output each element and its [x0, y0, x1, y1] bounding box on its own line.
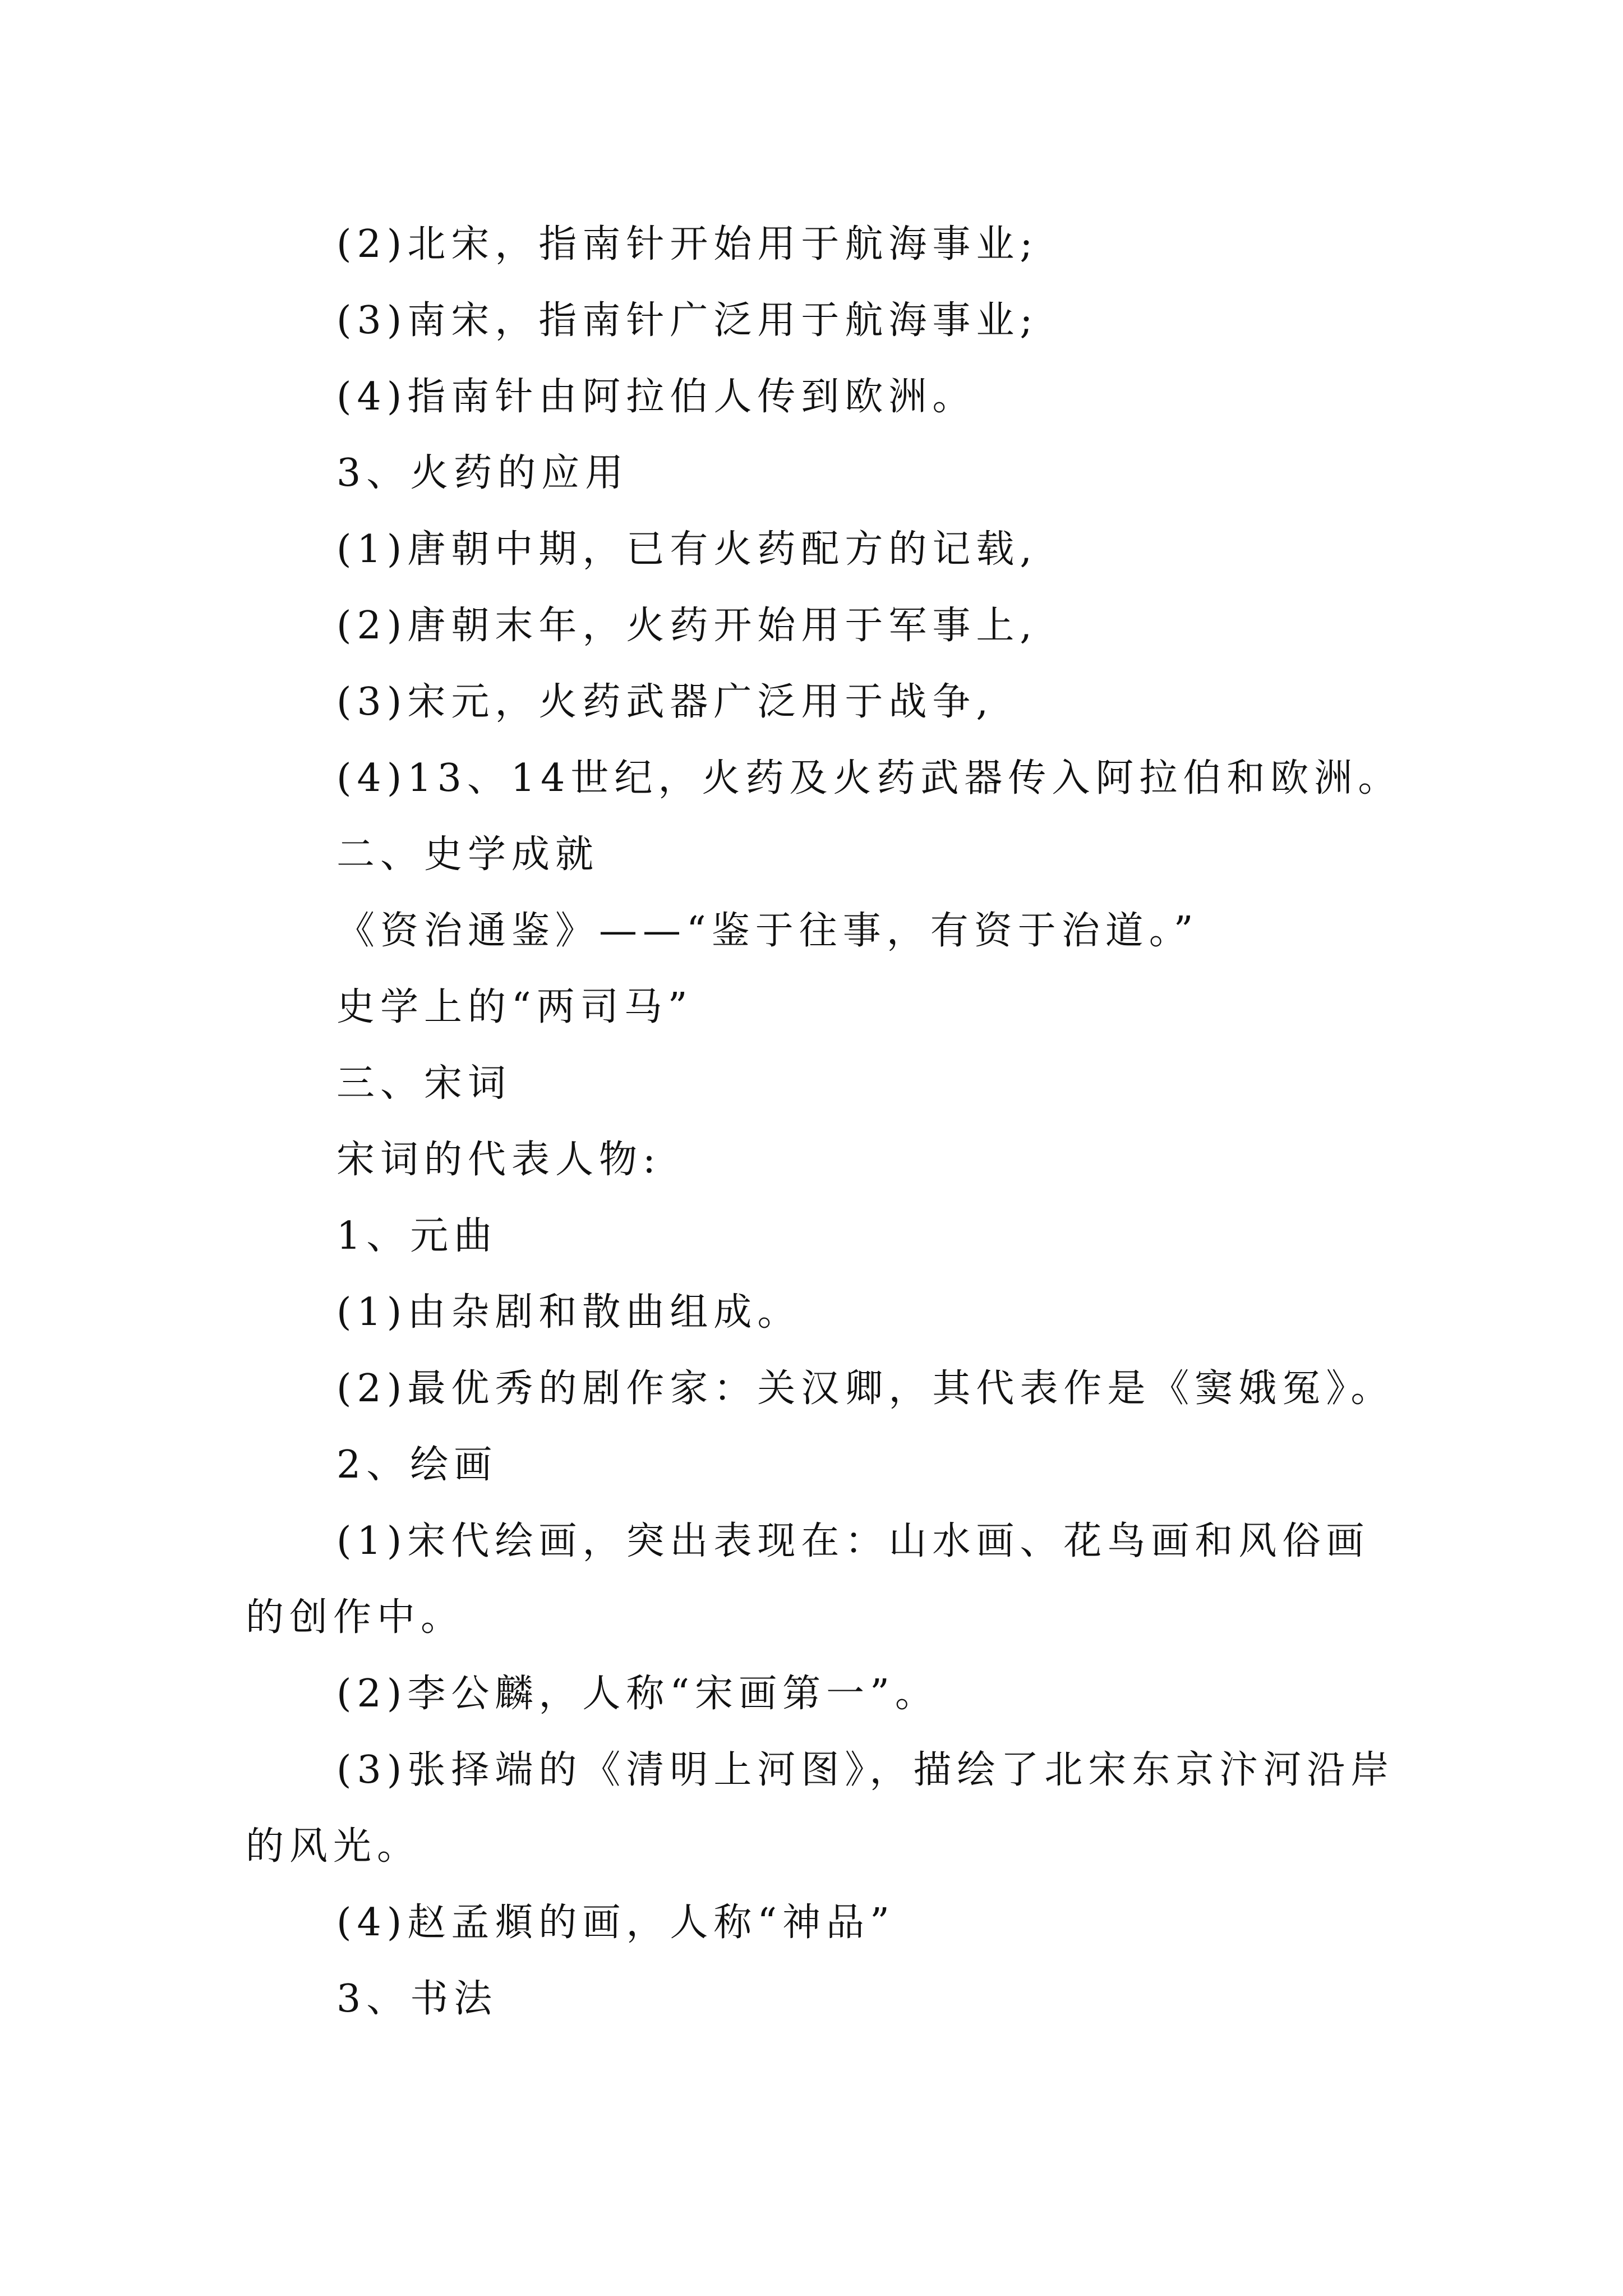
text-line: (4)赵孟頫的画，人称“神品” [336, 1901, 895, 1945]
section-heading: 3、火药的应用 [336, 451, 629, 495]
text-line: (2)唐朝末年，火药开始用于军事上, [336, 604, 1038, 648]
text-line: (2)李公麟，人称“宋画第一”。 [336, 1672, 939, 1716]
text-line: (3)张择端的《清明上河图》，描绘了北宋东京汴河沿岸 [336, 1748, 1395, 1792]
text-line: (4)指南针由阿拉伯人传到欧洲。 [336, 375, 976, 419]
text-line: (1)宋代绘画，突出表现在：山水画、花鸟画和风俗画 [336, 1519, 1370, 1563]
section-heading: 3、书法 [336, 1977, 498, 2021]
text-line: (2)北宋，指南针开始用于航海事业; [336, 222, 1039, 266]
section-heading: 三、宋词 [336, 1061, 512, 1106]
text-line: (4)13、14世纪，火药及火药武器传入阿拉伯和欧洲。 [336, 756, 1402, 800]
text-line: 的创作中。 [246, 1595, 465, 1640]
text-line: (2)最优秀的剧作家：关汉卿，其代表作是《窦娥冤》。 [336, 1366, 1395, 1411]
section-heading: 2、绘画 [336, 1443, 498, 1487]
text-line: (3)宋元，火药武器广泛用于战争, [336, 680, 994, 724]
text-line: (1)唐朝中期，已有火药配方的记载, [336, 527, 1038, 572]
text-line: (1)由杂剧和散曲组成。 [336, 1290, 801, 1335]
text-line: 《资治通鉴》——“鉴于往事，有资于治道。” [336, 909, 1199, 953]
text-line: 宋词的代表人物: [336, 1138, 661, 1182]
text-line: 史学上的“两司马” [336, 985, 693, 1029]
section-heading: 二、史学成就 [336, 832, 600, 877]
text-line: 的风光。 [246, 1824, 421, 1869]
section-heading: 1、元曲 [336, 1214, 498, 1258]
text-line: (3)南宋，指南针广泛用于航海事业; [336, 298, 1039, 343]
